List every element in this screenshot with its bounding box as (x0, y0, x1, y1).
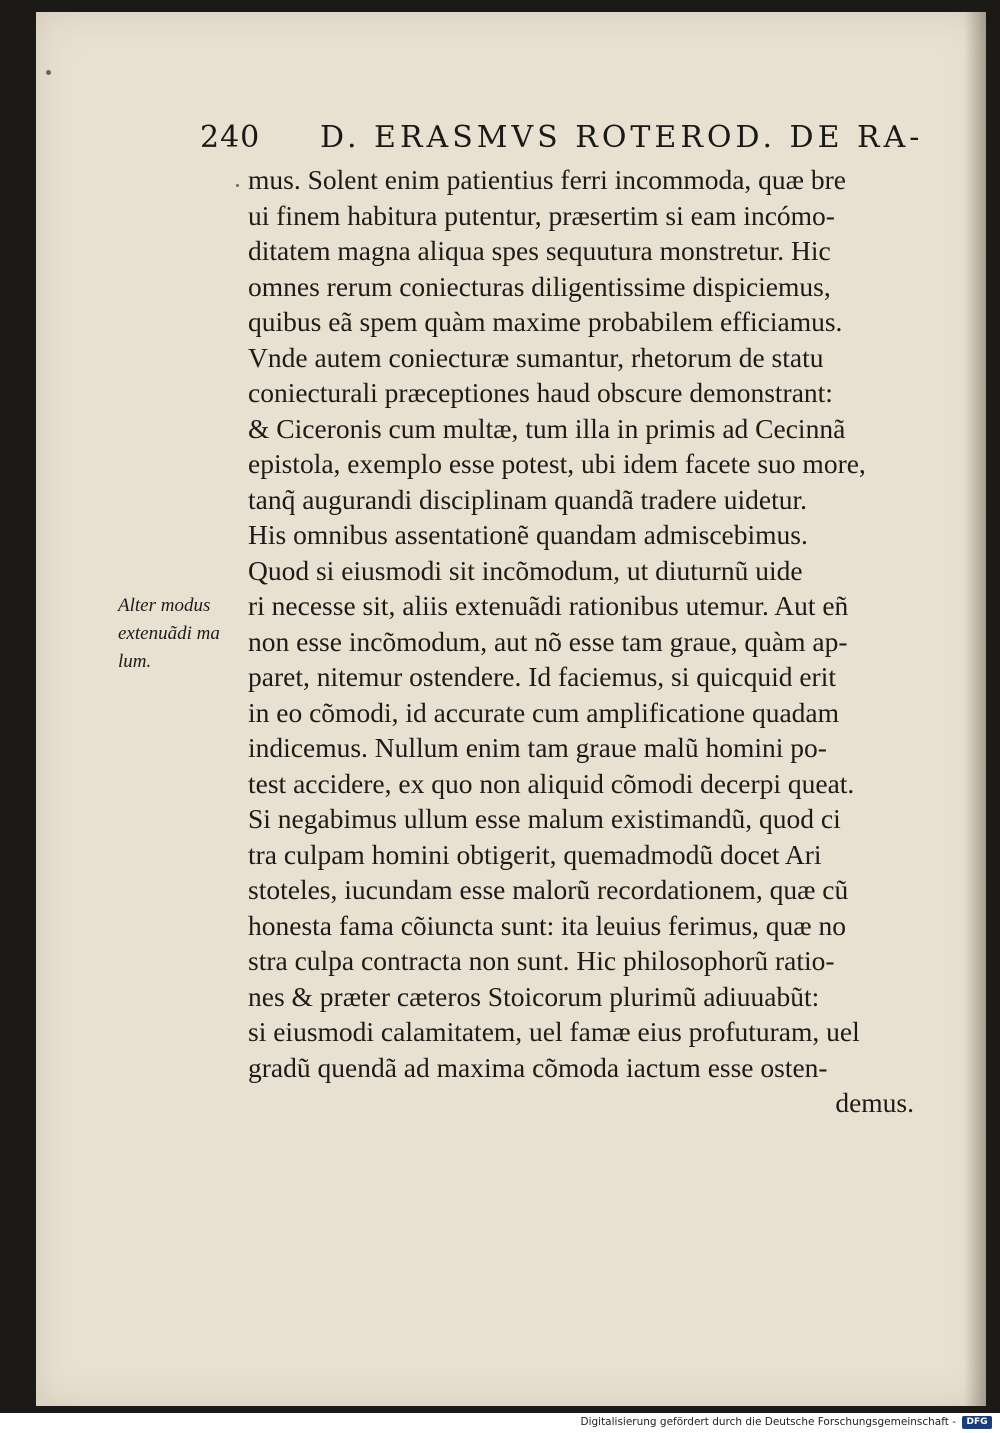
body-text (248, 162, 920, 1121)
text-line: Vnde autem coniecturæ sumantur, rhetorum de statu (248, 341, 824, 373)
ink-speck (46, 70, 51, 75)
page-number: 240 (200, 120, 261, 155)
text-line: honesta fama cõiuncta sunt: ita leuius ferimus, quæ no (248, 909, 846, 941)
text-line: ri necesse sit, aliis extenuãdi rationibus utemur. Aut eñ (248, 590, 849, 621)
marginal-note (118, 592, 268, 676)
dfg-footer (0, 1413, 1000, 1433)
text-line: indicemus. Nullum enim tam graue malũ homini po- (248, 732, 827, 763)
text-line: nes & præter cæteros Stoicorum plurimũ adiuuabũt: (248, 980, 820, 1012)
text-line: stra culpa contracta non sunt. Hic philosophorũ ratio- (248, 945, 835, 976)
page-header (200, 118, 940, 166)
text-line: si eiusmodi calamitatem, uel famæ eius profuturam, uel (248, 1016, 860, 1047)
text-line: tanq̃ augurandi disciplinam quandã tradere uidetur. (248, 483, 807, 515)
text-line: His omnibus assentationẽ quandam admiscebimus. (248, 519, 808, 550)
text-line: & Ciceronis cum multæ, tum illa in primis ad Cecinnã (248, 412, 846, 444)
text-line-last: demus. (835, 1087, 914, 1118)
marginal-line: Alter modus (118, 595, 211, 616)
ink-speck (236, 184, 239, 187)
text-line: test accidere, ex quo non aliquid cõmodi decerpi queat. (248, 767, 855, 799)
running-head: D. ERASMVS ROTEROD. DE RA- (320, 120, 924, 155)
marginal-line: lum. (118, 651, 152, 672)
marginal-line: extenuãdi ma (118, 623, 220, 644)
text-line: tra culpam homini obtigerit, quemadmodũ docet Ari (248, 838, 822, 870)
text-line: in eo cõmodi, id accurate cum amplificatione quadam (248, 696, 840, 728)
dfg-logo[interactable]: DFG (962, 1416, 992, 1429)
text-line: epistola, exemplo esse potest, ubi idem facete suo more, (248, 448, 866, 479)
text-line: mus. Solent enim patientius ferri incommoda, quæ bre (248, 164, 847, 195)
text-line: ditatem magna aliqua spes sequutura monstretur. Hic (248, 235, 831, 266)
text-line: stoteles, iucundam esse malorũ recordationem, quæ cũ (248, 874, 849, 905)
text-line: ui finem habitura putentur, præsertim si eam incómo- (248, 199, 835, 231)
dfg-credit: Digitalisierung gefördert durch die Deutsche Forschungsgemeinschaft - (580, 1416, 956, 1428)
text-line: paret, nitemur ostendere. Id faciemus, si quicquid erit (248, 661, 837, 692)
text-line: Si negabimus ullum esse malum existimandũ, quod ci (248, 803, 841, 834)
text-line: omnes rerum coniecturas diligentissime dispiciemus, (248, 270, 831, 302)
text-line: non esse incõmodum, aut nõ esse tam graue, quàm ap- (248, 625, 848, 657)
text-line: coniecturali præceptiones haud obscure demonstrant: (248, 377, 833, 408)
text-line: Quod si eiusmodi sit incõmodum, ut diuturnũ uide (248, 554, 803, 586)
text-line: gradũ quendã ad maxima cõmoda iactum esse osten- (248, 1051, 828, 1083)
page-spine-shadow (964, 12, 986, 1406)
text-line: quibus eã spem quàm maxime probabilem efficiamus. (248, 306, 843, 337)
